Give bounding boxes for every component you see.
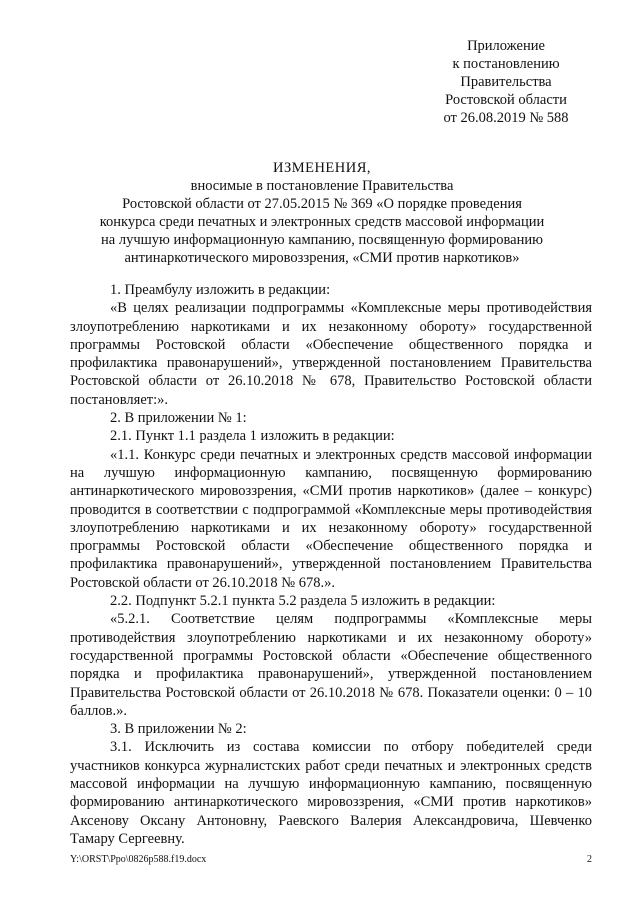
paragraph: 3.1. Исключить из состава комиссии по отбору победителей среди участников конкурса журналистских работ среди печатных и электронных средств массовой информации на лучшую информационную кампанию, посвященную формированию антинаркотического мировоззрения, «СМИ против наркотиков» Аксенову Оксану Антоновну, Раевского Валерия Александровича, Шевченко Тамару Сергеевну. [70,739,592,847]
title-line: конкурса среди печатных и электронных средств массовой информации [99,214,545,230]
paragraph: «В целях реализации подпрограммы «Комплексные меры противодействия злоупотреблению наркотиками и их незаконному обороту» государственной программы Ростовской области «Обеспечение общественного порядка и профилактика правонарушений», утвержденной постановлением Правительства Ростовской области от 26.10.2018 № 678, Правительство Ростовской области постановляет:». [70,300,592,408]
document-title [60,159,584,267]
appendix-line: Приложение [467,38,545,54]
title-line: на лучшую информационную кампанию, посвященную формированию [101,232,543,248]
paragraph: 2.2. Подпункт 5.2.1 пункта 5.2 раздела 5 изложить в редакции: [110,593,496,610]
paragraph: «1.1. Конкурс среди печатных и электронных средств массовой информации на лучшую информационную кампанию, посвященную формированию антинаркотического мировоззрения, «СМИ против наркотиков» (далее – конкурс) проводится в соответствии с подпрограммой «Комплексные меры противодействия злоупотреблению наркотиками и их незаконному обороту» государственной программы Ростовской области «Обеспечение общественного порядка и профилактика правонарушений», утвержденной постановлением Правительства Ростовской области от 26.10.2018 № 678.». [70,446,592,591]
document-body [70,281,592,848]
paragraph: 2.1. Пункт 1.1 раздела 1 изложить в редакции: [110,428,395,445]
paragraph: 1. Преамбулу изложить в редакции: [110,282,331,298]
title-line: вносимые в постановление Правительства [190,178,454,194]
file-path: Y:\ORST\Ppo\0826p588.f19.docx [70,854,207,865]
paragraph: 3. В приложении № 2: [110,721,247,738]
page-number: 2 [587,854,592,865]
appendix-line: от 26.08.2019 № 588 [443,110,569,126]
paragraph: «5.2.1. Соответствие целям подпрограммы «Комплексные меры противодействия злоупотреблению наркотиками и их незаконному обороту» государственной программы Ростовской области «Обеспечение общественного порядка и профилактика правонарушений», утвержденной постановлением Правительства Ростовской области от 26.10.2018 № 678. Показатели оценки: 0 – 10 баллов.». [70,611,592,719]
appendix-header [420,37,592,127]
appendix-line: Правительства [460,74,552,90]
paragraph: 2. В приложении № 1: [110,410,247,427]
title-heading: ИЗМЕНЕНИЯ, [272,160,372,176]
title-line: антинаркотического мировоззрения, «СМИ против наркотиков» [124,250,520,266]
appendix-line: Ростовской области [445,92,567,108]
appendix-line: к постановлению [452,56,560,72]
title-line: Ростовской области от 27.05.2015 № 369 «О порядке проведения [122,196,522,212]
